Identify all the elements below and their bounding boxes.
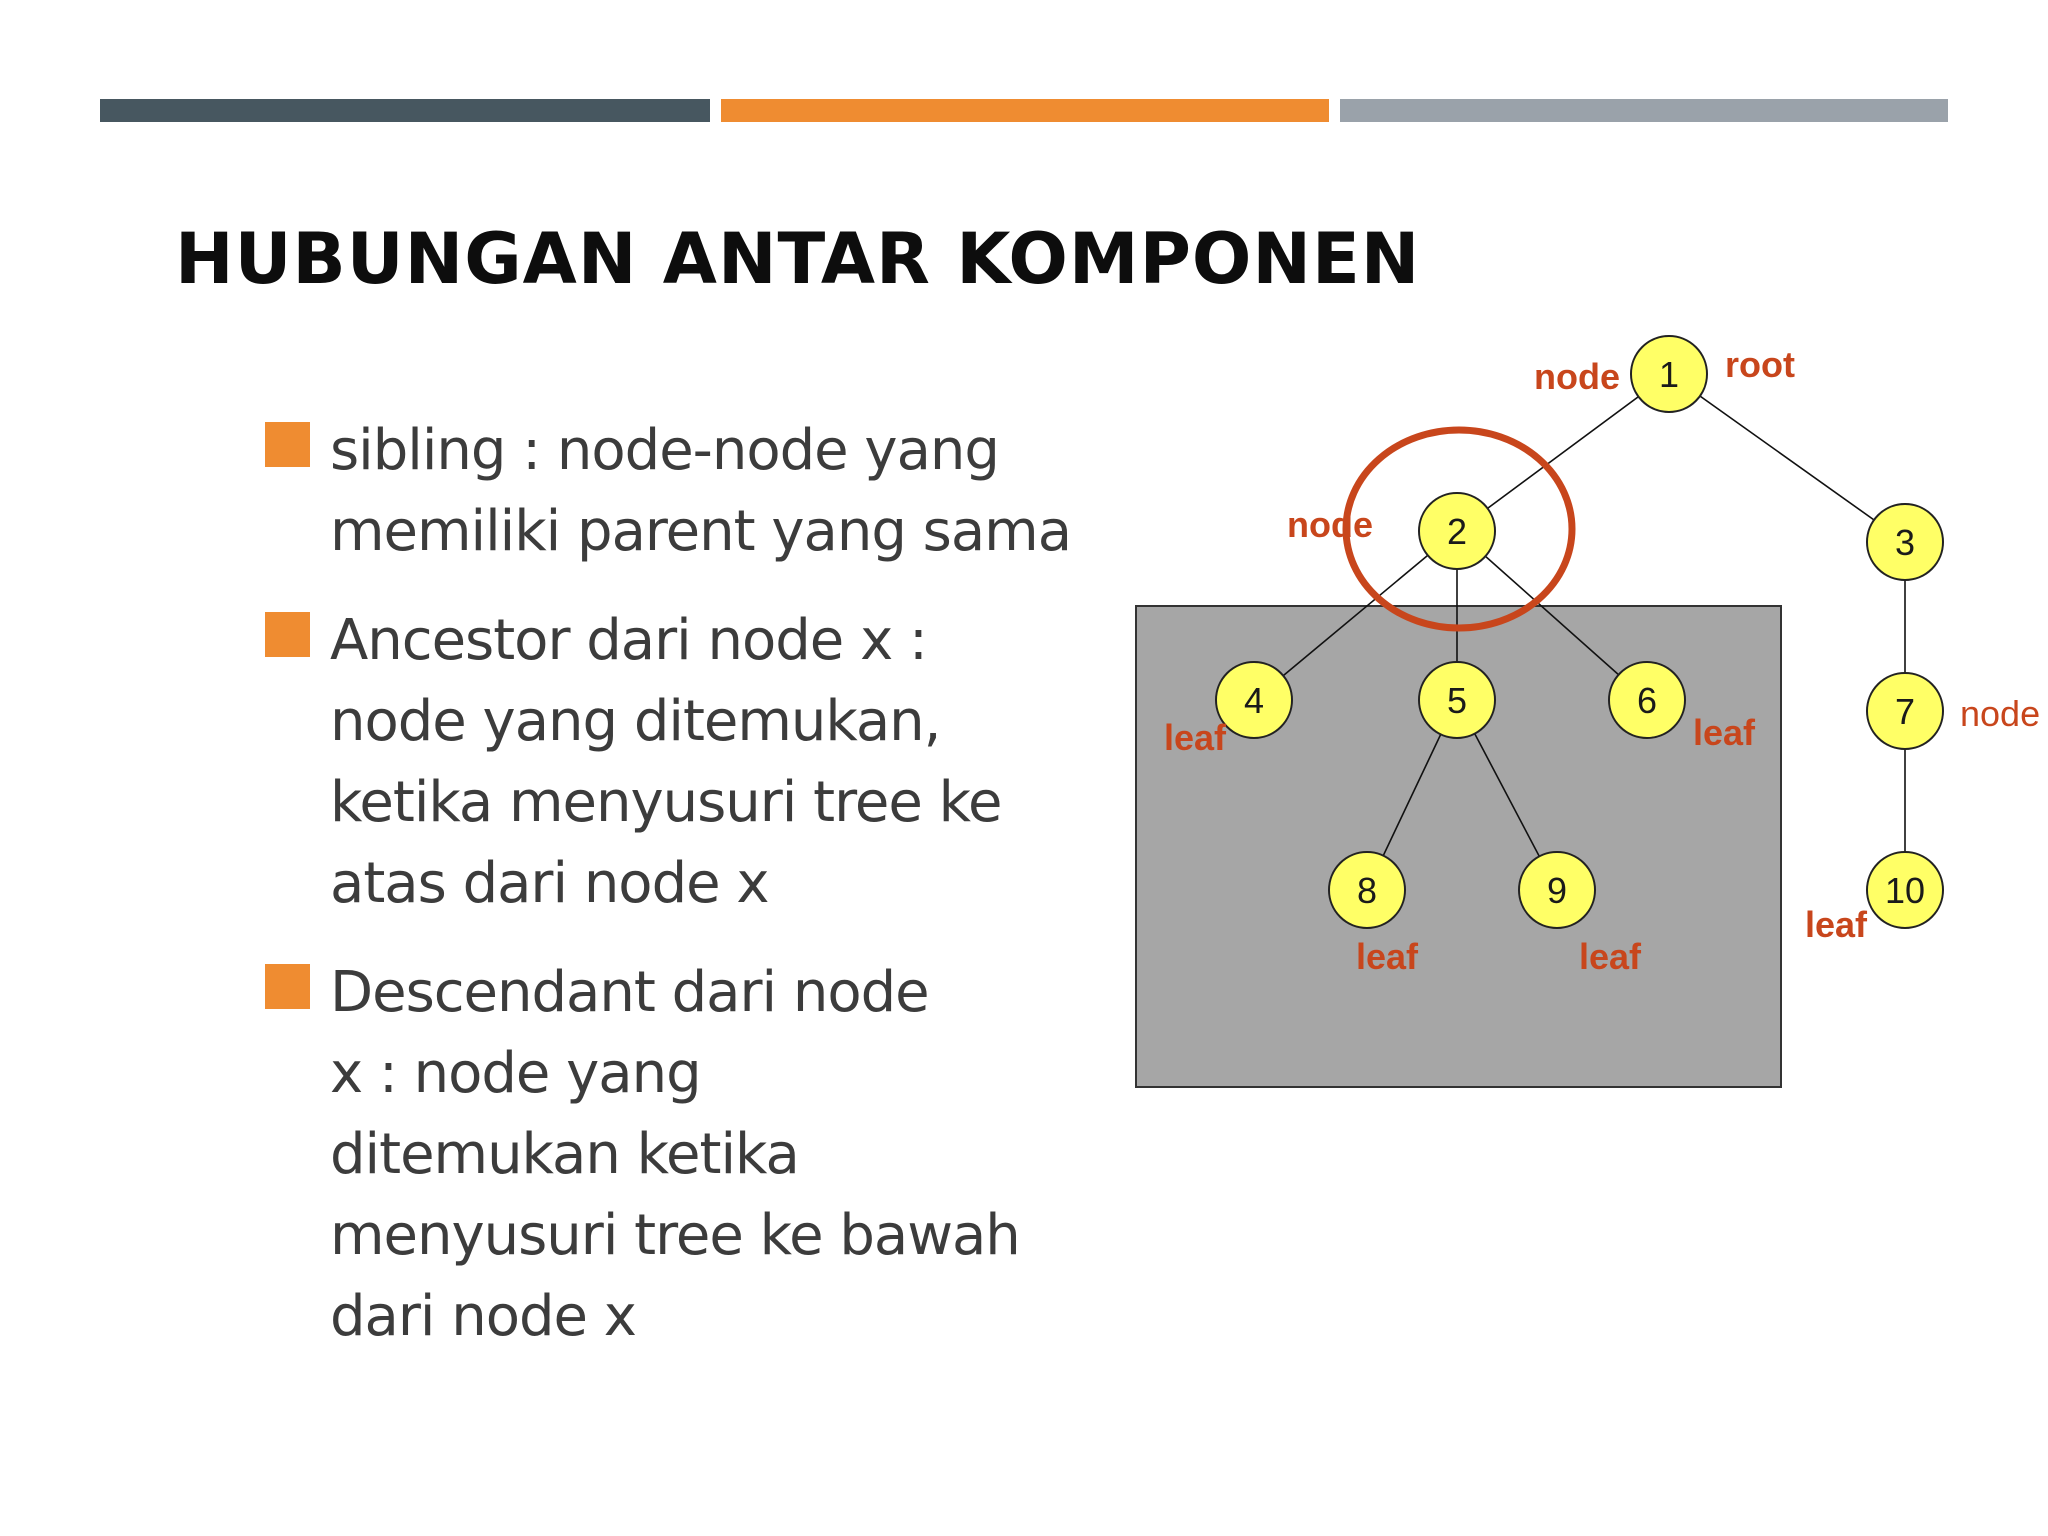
bullet-text: Descendant dari node x : node yang ditemukan ketika menyusuri tree ke bawah dari node x xyxy=(330,960,1020,1349)
tree-node-6 xyxy=(1609,662,1685,738)
tree-node-1 xyxy=(1631,336,1707,412)
tree-node-9 xyxy=(1519,852,1595,928)
bullet-text: sibling : node-node yang memiliki parent yang sama xyxy=(330,418,1072,564)
node-label: 7 xyxy=(1894,691,1916,732)
slide-title: HUBUNGAN ANTAR KOMPONEN xyxy=(175,218,1421,300)
label-leaf-4: leaf xyxy=(1164,717,1227,758)
node-label: 8 xyxy=(1356,870,1378,911)
label-leaf-8: leaf xyxy=(1356,936,1419,977)
tree-node-3 xyxy=(1867,504,1943,580)
tree-node-2 xyxy=(1419,493,1495,569)
label-node-1: node xyxy=(1534,356,1620,397)
label-leaf-10: leaf xyxy=(1805,904,1868,945)
node-label: 1 xyxy=(1658,354,1680,395)
edge-1-3 xyxy=(1669,374,1905,542)
label-leaf-6: leaf xyxy=(1693,712,1756,753)
bullet-text: Ancestor dari node x : node yang ditemukan, ketika menyusuri tree ke atas dari node x xyxy=(330,608,1002,916)
node-label: 5 xyxy=(1446,680,1468,721)
tree-node-4 xyxy=(1216,662,1292,738)
node-label: 4 xyxy=(1243,680,1265,721)
label-root: root xyxy=(1725,344,1795,385)
label-node-7: node xyxy=(1960,693,2041,734)
node-label: 3 xyxy=(1894,522,1916,563)
tree-node-8 xyxy=(1329,852,1405,928)
node-label: 6 xyxy=(1636,680,1658,721)
tree-node-5 xyxy=(1419,662,1495,738)
node-label: 2 xyxy=(1446,511,1468,552)
label-leaf-9: leaf xyxy=(1579,936,1642,977)
tree-node-10 xyxy=(1867,852,1943,928)
edge-1-2 xyxy=(1457,374,1669,531)
tree-node-7 xyxy=(1867,673,1943,749)
label-node-2: node xyxy=(1287,504,1373,545)
node-label: 9 xyxy=(1546,870,1568,911)
node-label: 10 xyxy=(1884,870,1926,911)
